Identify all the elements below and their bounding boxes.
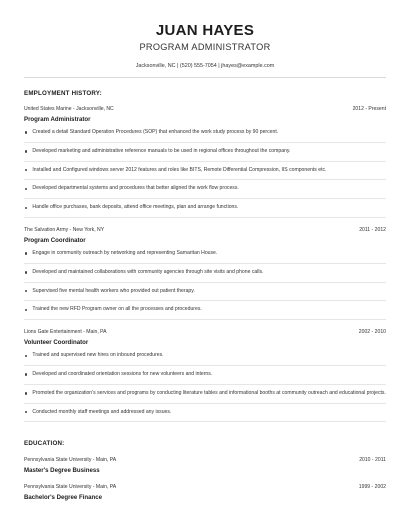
job-bullets [24,250,386,320]
job-role: Volunteer Coordinator [24,339,89,347]
bullet-dot-icon [25,290,27,292]
bullet-dot-icon [25,411,27,413]
job-company: The Salvation Army - New York, NY [24,226,105,233]
job-role: Program Administrator [24,116,91,123]
bullet-dot-icon [25,309,27,311]
header-divider [24,77,386,78]
bullet-text: Developed and maintained collaborations with community agencies through site visits and phone calls. [32,268,264,275]
job-bullet [24,167,386,181]
job-bullet [24,250,386,264]
education-heading: EDUCATION: [24,440,65,448]
job-bullet [24,409,386,423]
bullet-dot-icon [25,207,27,209]
job-bullet [24,390,386,404]
bullet-dot-icon [25,150,27,152]
bullet-text: Conducted monthly staff meetings and addressed any issues. [32,408,172,415]
job-entry [24,329,386,422]
bullet-dot-icon [25,188,27,190]
bullet-text: Promoted the organization's services and programs by conducting literature tables and informational booths at community outreach and educational projects. [32,389,386,396]
job-bullet [24,148,386,162]
bullet-dot-icon [25,271,27,273]
job-company: United States Marine - Jacksonville, NC [24,106,114,112]
bullet-text: Created a detail Standard Operation Procedures (SOP) that enhanced the work study process by 90 percent. [32,129,279,135]
education-entry [24,484,386,501]
job-bullet [24,269,386,283]
education-degree: Master's Degree Business [24,467,100,475]
bullet-text: Engage in community outreach by networking and representing Samaritan House. [32,249,218,256]
bullet-text: Supervised five mental health workers who provided out patient therapy. [32,287,195,294]
job-entry [24,106,386,218]
candidate-name: JUAN HAYES [155,22,255,39]
bullet-dot-icon [25,131,27,133]
education-school: Pennsylvania State University - Main, PA [24,484,117,491]
education-entry [24,457,386,474]
bullet-text: Trained and supervised new hires on inbound procedures. [32,352,164,359]
bullet-text: Installed and Configured windows server 2012 features and roles like BITS, Remote Differential Compression, IIS components etc. [32,166,327,173]
job-bullets [24,129,386,218]
job-company: Lions Gate Entertainment - Main, PA [24,329,107,336]
bullet-dot-icon [25,252,27,254]
job-role: Program Coordinator [24,236,86,244]
job-entry [24,227,386,320]
job-bullet [24,129,386,143]
job-bullet [24,306,386,320]
bullet-dot-icon [25,355,27,357]
job-bullet [24,185,386,199]
job-bullets [24,352,386,422]
job-dates: 2002 - 2010 [358,329,386,336]
education-header [24,484,386,490]
education-dates: 2010 - 2011 [359,457,386,464]
bullet-text: Developed marketing and administrative reference manuals to be used in regional offices throughout the company. [32,147,291,154]
education-header [24,457,386,463]
education-dates: 1999 - 2002 [358,484,386,491]
job-header [24,227,386,233]
employment-heading: EMPLOYMENT HISTORY: [24,90,102,97]
bullet-dot-icon [25,392,27,394]
education-school: Pennsylvania State University - Main, PA [24,457,117,464]
bullet-dot-icon [25,169,27,171]
bullet-dot-icon [25,373,27,375]
job-bullet [24,204,386,218]
job-dates: 2012 - Present [352,106,386,112]
education-degree: Bachelor's Degree Finance [24,494,102,502]
candidate-title: PROGRAM ADMINISTRATOR [139,42,271,52]
job-bullet [24,352,386,366]
job-bullet [24,371,386,385]
bullet-text: Trained the new RFD Program owner on all the processes and procedures. [32,306,202,313]
job-bullet [24,288,386,302]
bullet-text: Developed departmental systems and procedures that better aligned the work flow process. [32,185,239,192]
bullet-text: Developed and coordinated orientation sessions for new volunteers and interns. [32,370,213,377]
job-dates: 2011 - 2012 [359,226,386,233]
bullet-text: Handle office purchases, bank deposits, attend office meetings, plan and arrange functions. [32,204,239,211]
job-header [24,329,386,335]
contact-line: Jacksonville, NC | (520) 555-7054 | jhayes@example.com [135,63,275,69]
job-header [24,106,386,112]
